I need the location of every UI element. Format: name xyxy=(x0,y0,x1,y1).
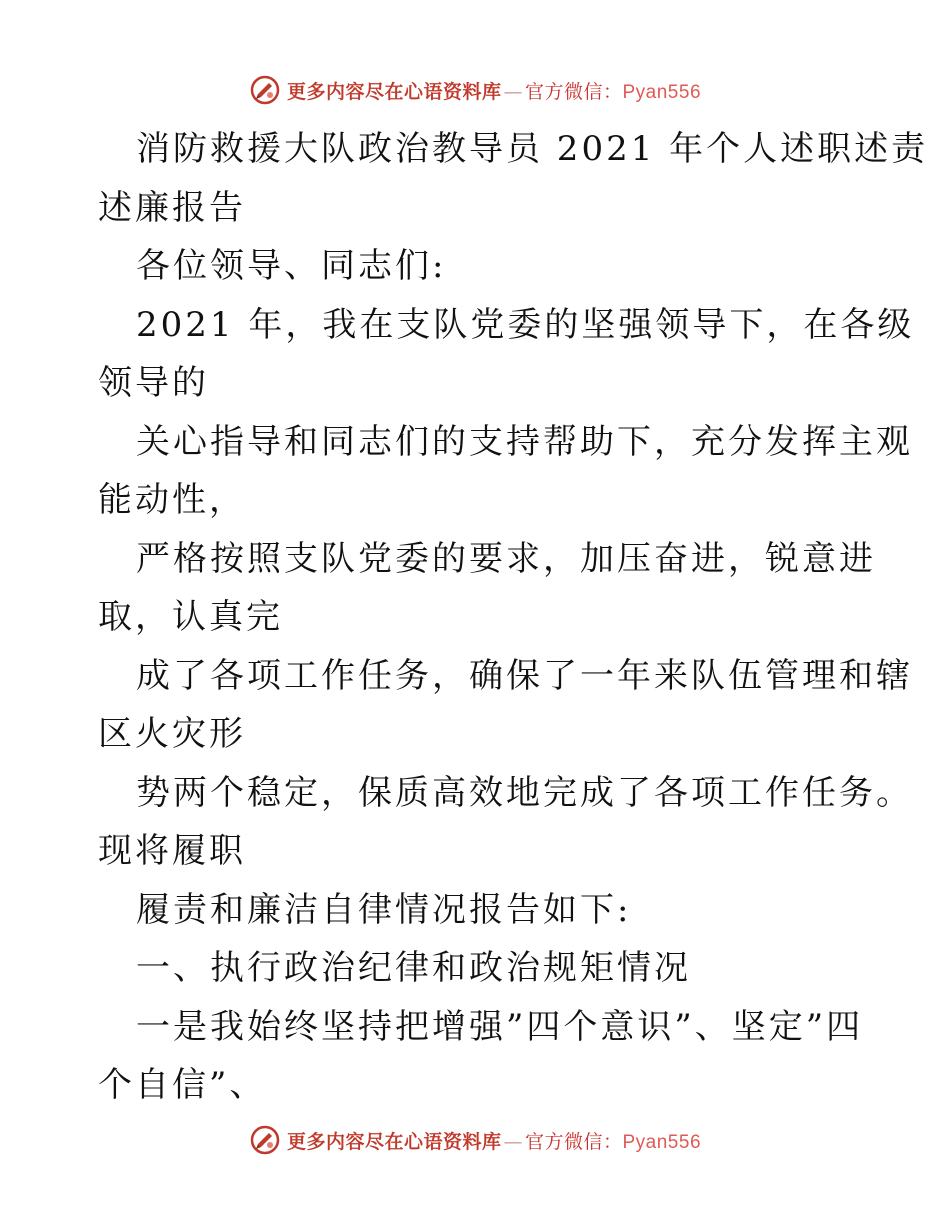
doc-section-heading: 一、执行政治纪律和政治规矩情况 xyxy=(136,948,691,988)
doc-title-line-1: 消防救援大队政治教导员 2021 年个人述职述责 xyxy=(136,129,929,169)
doc-line: 成了各项工作任务，确保了一年来队伍管理和辖 xyxy=(136,655,913,696)
watermark-dash: — xyxy=(503,80,523,103)
doc-line: 领导的 xyxy=(98,363,209,403)
logo-icon xyxy=(249,1124,281,1156)
header-watermark xyxy=(0,70,950,110)
watermark-dash: — xyxy=(503,1130,523,1153)
watermark-sub: 官方微信： xyxy=(524,1130,623,1153)
doc-line: 一是我始终坚持把增强”四个意识”、坚定”四 xyxy=(136,1006,864,1047)
doc-salutation: 各位领导、同志们: xyxy=(136,246,447,286)
watermark-wechat: Pyan556 xyxy=(622,1131,702,1153)
doc-line: 取，认真完 xyxy=(98,597,283,637)
footer-watermark xyxy=(0,1120,950,1160)
watermark-wechat: Pyan556 xyxy=(622,81,702,103)
document-body xyxy=(98,120,929,1115)
watermark-text xyxy=(287,77,701,104)
doc-line: 势两个稳定，保质高效地完成了各项工作任务。 xyxy=(136,772,913,813)
logo-icon xyxy=(249,74,281,106)
doc-line: 严格按照支队党委的要求，加压奋进，锐意进 xyxy=(136,538,876,579)
watermark-main: 更多内容尽在心语资料库 xyxy=(286,1130,502,1153)
doc-line: 个自信”、 xyxy=(98,1065,267,1105)
doc-line: 能动性， xyxy=(98,480,246,520)
watermark-main: 更多内容尽在心语资料库 xyxy=(286,80,502,103)
doc-line: 区火灾形 xyxy=(98,714,246,754)
watermark-sub: 官方微信： xyxy=(524,80,623,103)
doc-line: 2021 年，我在支队党委的坚强领导下，在各级 xyxy=(136,304,915,345)
doc-line: 履责和廉洁自律情况报告如下: xyxy=(136,889,632,930)
doc-title-line-2: 述廉报告 xyxy=(98,187,246,228)
watermark-text xyxy=(287,1127,701,1154)
doc-line: 关心指导和同志们的支持帮助下，充分发挥主观 xyxy=(136,421,913,462)
doc-line: 现将履职 xyxy=(98,831,246,871)
